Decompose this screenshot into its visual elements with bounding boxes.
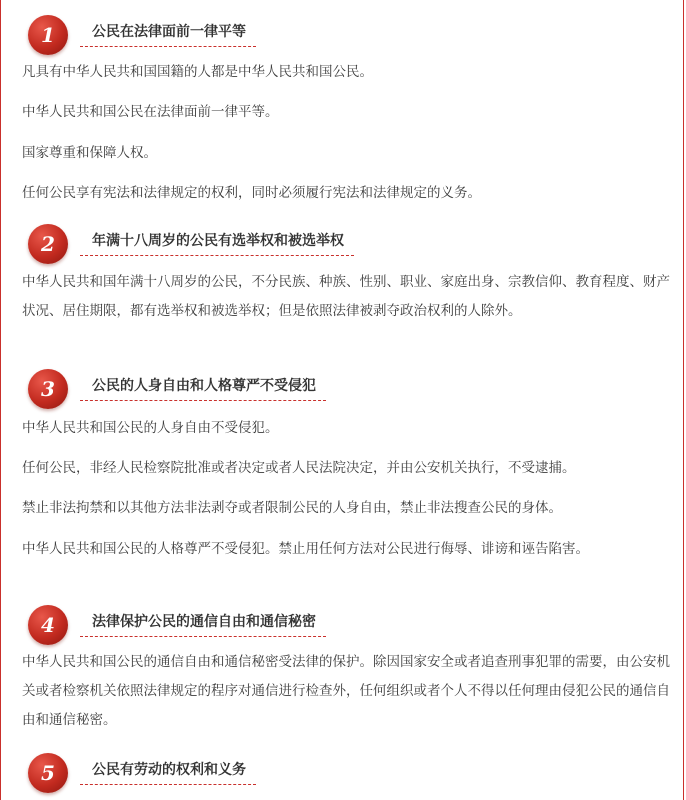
section-title: 公民有劳动的权利和义务 [80, 759, 256, 785]
section-header-1 [0, 13, 686, 61]
paragraph: 中华人民共和国公民的人身自由不受侵犯。 [22, 420, 279, 436]
paragraph: 凡具有中华人民共和国国籍的人都是中华人民共和国公民。 [22, 64, 373, 80]
section-title: 公民在法律面前一律平等 [80, 21, 256, 47]
number-badge-icon [28, 605, 68, 645]
section-header-3 [0, 367, 686, 415]
paragraph: 中华人民共和国公民的人格尊严不受侵犯。禁止用任何方法对公民进行侮辱、诽谤和诬告陷害。 [22, 541, 589, 557]
section-header-5 [0, 751, 686, 799]
paragraph: 国家尊重和保障人权。 [22, 145, 157, 161]
number-badge-icon [28, 224, 68, 264]
section-number: 3 [41, 377, 55, 401]
section-title: 年满十八周岁的公民有选举权和被选举权 [80, 230, 354, 256]
section-number: 5 [41, 761, 55, 785]
section-title: 公民的人身自由和人格尊严不受侵犯 [80, 375, 326, 401]
paragraph: 中华人民共和国公民的通信自由和通信秘密受法律的保护。除因国家安全或者追查刑事犯罪的需要，由公安机关或者检察机关依照法律规定的程序对通信进行检查外，任何组织或者个人不得以任何理由侵犯公民的通信自由和通信秘密。 [22, 654, 670, 728]
section-title: 法律保护公民的通信自由和通信秘密 [80, 611, 326, 637]
section-number: 4 [41, 613, 55, 637]
paragraph: 禁止非法拘禁和以其他方法非法剥夺或者限制公民的人身自由，禁止非法搜查公民的身体。 [22, 500, 562, 516]
section-header-4 [0, 603, 686, 651]
paragraph: 中华人民共和国公民在法律面前一律平等。 [22, 104, 279, 120]
paragraph: 中华人民共和国年满十八周岁的公民，不分民族、种族、性别、职业、家庭出身、宗教信仰、教育程度、财产状况、居住期限，都有选举权和被选举权；但是依照法律被剥夺政治权利的人除外。 [22, 274, 670, 319]
section-header-2 [0, 222, 686, 270]
section-number: 2 [41, 232, 55, 256]
number-badge-icon [28, 15, 68, 55]
paragraph: 任何公民享有宪法和法律规定的权利，同时必须履行宪法和法律规定的义务。 [22, 185, 481, 201]
section-number: 1 [41, 23, 55, 47]
number-badge-icon [28, 369, 68, 409]
paragraph: 任何公民，非经人民检察院批准或者决定或者人民法院决定，并由公安机关执行，不受逮捕。 [22, 460, 576, 476]
number-badge-icon [28, 753, 68, 793]
